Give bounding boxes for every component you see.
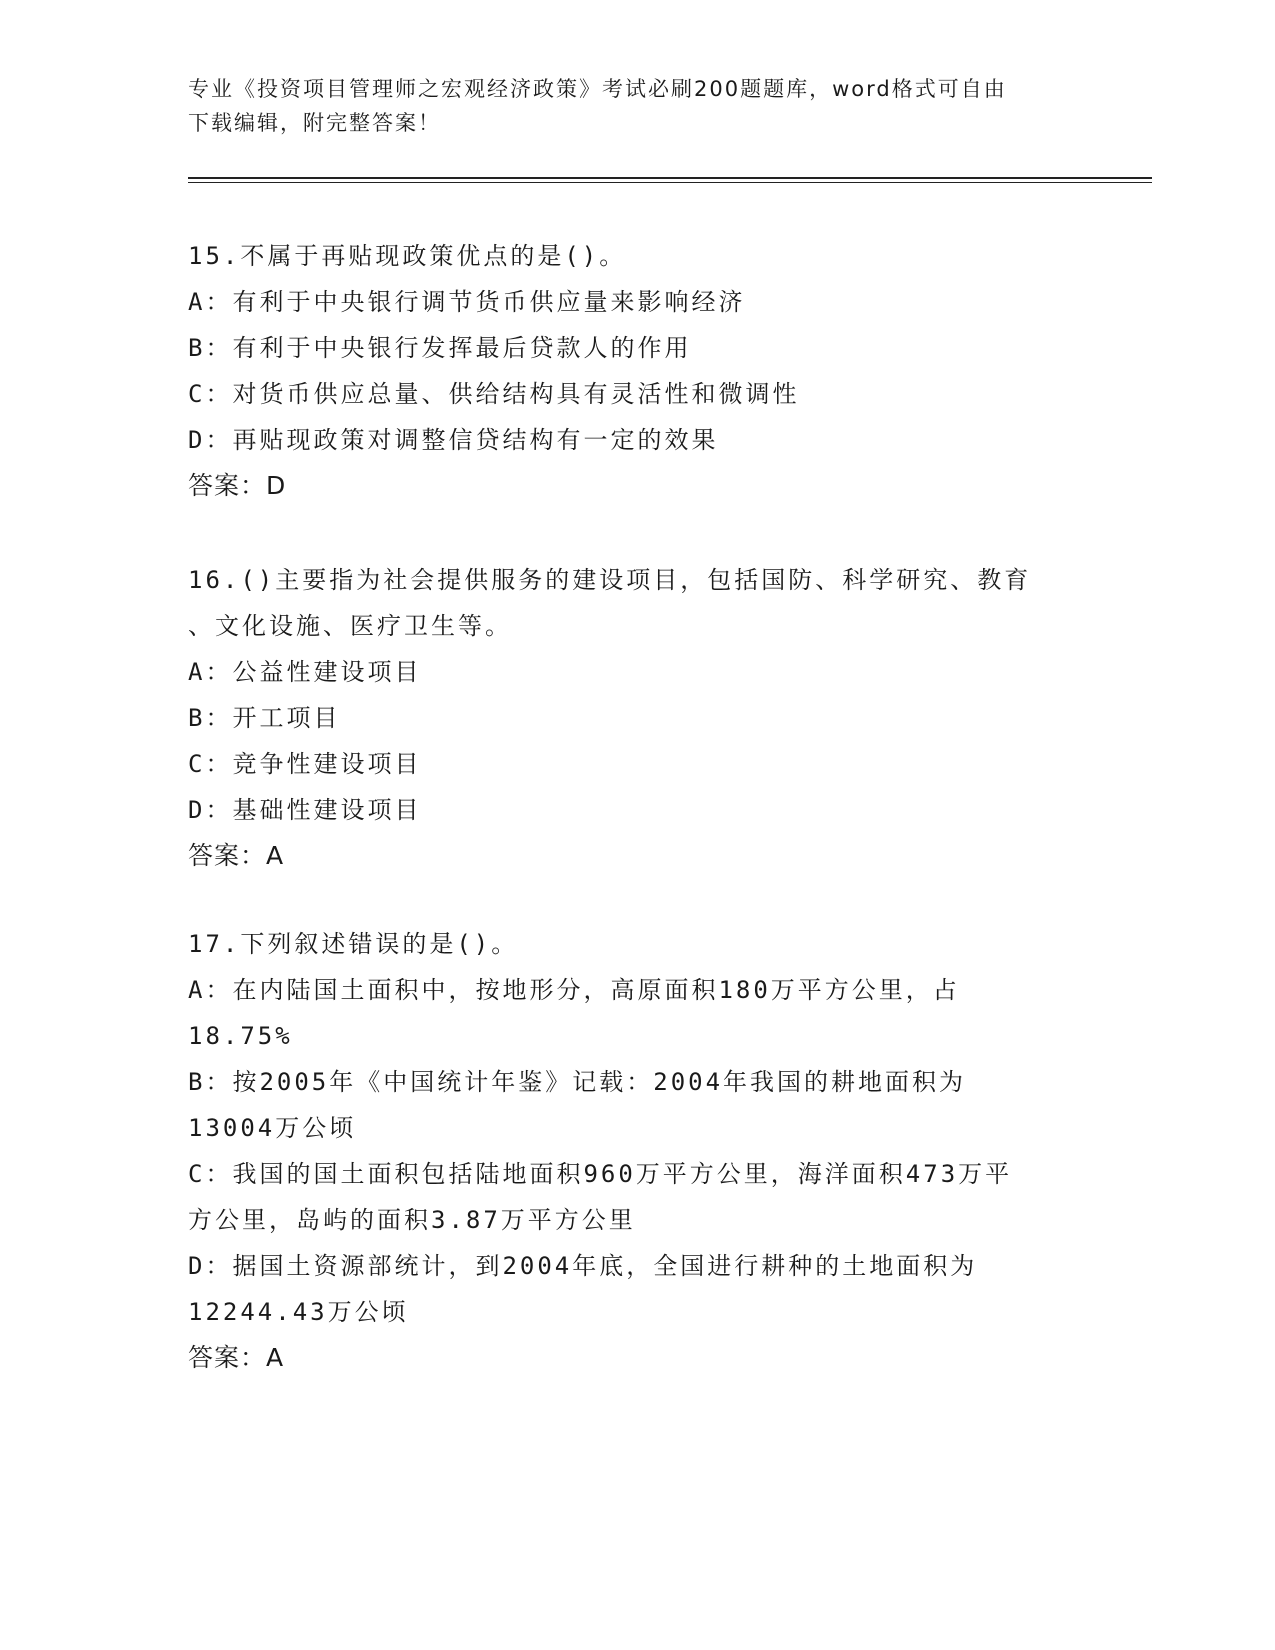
header-divider-thick: [188, 177, 1152, 179]
option-d-continued: 12244.43万公顷: [188, 1298, 409, 1326]
option-b: B：有利于中央银行发挥最后贷款人的作用: [188, 334, 692, 362]
answer-line: 答案：A: [188, 841, 285, 870]
option-d: D：再贴现政策对调整信贷结构有一定的效果: [188, 426, 719, 454]
question-stem: 15.不属于再贴现政策优点的是()。: [188, 242, 627, 270]
question-stem: 16.()主要指为社会提供服务的建设项目，包括国防、科学研究、教育: [188, 566, 1032, 594]
answer-line: 答案：A: [188, 1343, 285, 1372]
question-stem-continued: 、文化设施、医疗卫生等。: [188, 612, 512, 640]
option-b-continued: 13004万公顷: [188, 1114, 357, 1142]
header-line-1: 专业《投资项目管理师之宏观经济政策》考试必刷200题题库，word格式可自由: [188, 77, 1007, 101]
option-c-continued: 方公里，岛屿的面积3.87万平方公里: [188, 1206, 636, 1234]
option-b: B：开工项目: [188, 704, 341, 732]
option-c: C：对货币供应总量、供给结构具有灵活性和微调性: [188, 380, 800, 408]
option-c: C：竞争性建设项目: [188, 750, 422, 778]
option-d: D：据国土资源部统计，到2004年底，全国进行耕种的土地面积为: [188, 1252, 978, 1280]
option-a: A：在内陆国土面积中，按地形分，高原面积180万平方公里，占: [188, 976, 960, 1004]
option-c: C：我国的国土面积包括陆地面积960万平方公里，海洋面积473万平: [188, 1160, 1013, 1188]
question-17: [188, 921, 1088, 1381]
answer-line: 答案：D: [188, 471, 287, 500]
option-a: A：公益性建设项目: [188, 658, 422, 686]
option-a-continued: 18.75%: [188, 1022, 293, 1050]
question-15: [188, 233, 1088, 509]
option-a: A：有利于中央银行调节货币供应量来影响经济: [188, 288, 746, 316]
question-stem: 17.下列叙述错误的是()。: [188, 930, 519, 958]
header-line-2: 下载编辑，附完整答案！: [188, 111, 441, 135]
header-divider-thin: [188, 182, 1152, 183]
document-header: [188, 72, 1088, 140]
question-16: [188, 557, 1088, 879]
option-b: B：按2005年《中国统计年鉴》记载：2004年我国的耕地面积为: [188, 1068, 967, 1096]
option-d: D：基础性建设项目: [188, 796, 422, 824]
